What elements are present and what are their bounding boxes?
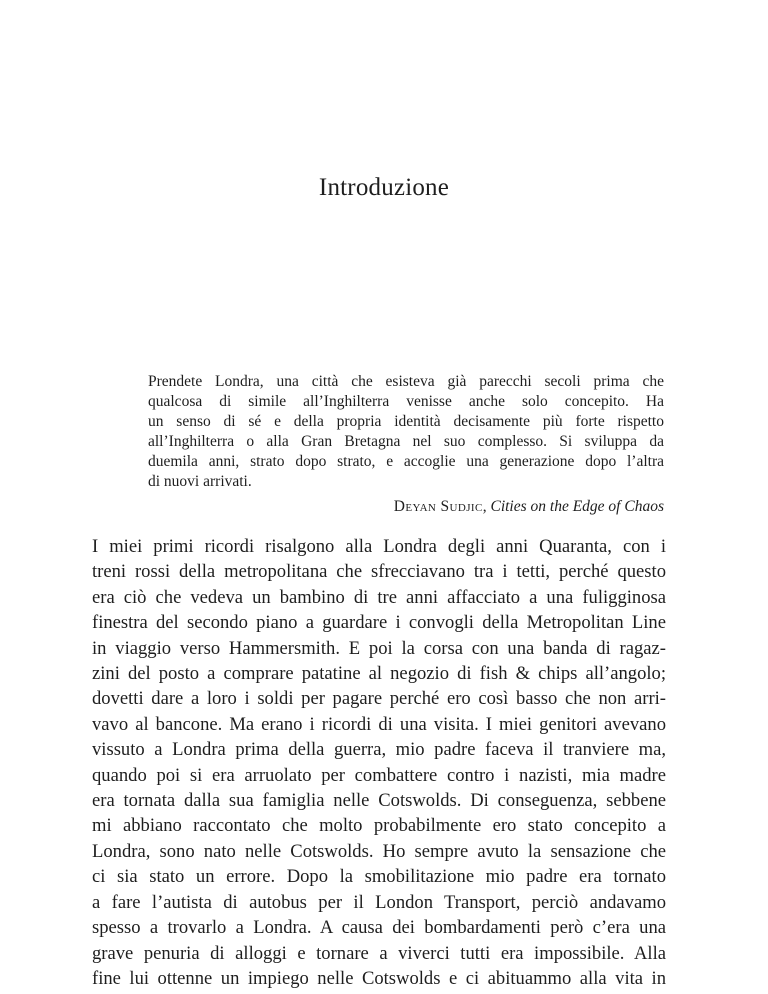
- body-line: vissuto a Londra prima della guerra, mio padre faceva il tranviere ma,: [92, 739, 666, 761]
- body-paragraph: [92, 534, 666, 991]
- chapter-title: Introduzione: [318, 174, 450, 201]
- epigraph-line: Prendete Londra, una città che esisteva già parecchi secoli prima che: [148, 373, 664, 390]
- attribution-work-title: Cities on the Edge of Chaos: [490, 498, 664, 515]
- body-line: grave penuria di alloggi e tornare a viverci tutti era impossibile. Alla: [92, 942, 666, 964]
- epigraph-line: duemila anni, strato dopo strato, e accoglie una generazione dopo l’altra: [148, 453, 664, 470]
- body-line: era tornata dalla sua famiglia nelle Cotswolds. Di conseguenza, sebbene: [92, 790, 666, 812]
- attribution-separator: ,: [482, 498, 491, 515]
- body-line: era ciò che vedeva un bambino di tre anni affacciato a una fuligginosa: [92, 586, 666, 608]
- body-line: ci sia stato un errore. Dopo la smobilitazione mio padre era tornato: [92, 866, 666, 888]
- body-line: in viaggio verso Hammersmith. E poi la corsa con una banda di ragaz-: [92, 637, 666, 659]
- epigraph-line: di nuovi arrivati.: [148, 473, 252, 490]
- body-line: Londra, sono nato nelle Cotswolds. Ho sempre avuto la sensazione che: [92, 840, 666, 862]
- body-line: vavo al bancone. Ma erano i ricordi di una visita. I miei genitori avevano: [92, 713, 666, 735]
- epigraph-attribution: [148, 497, 664, 517]
- body-line: treni rossi della metropolitana che sfrecciavano tra i tetti, perché questo: [92, 561, 666, 583]
- body-line: zini del posto a comprare patatine al negozio di fish & chips all’angolo;: [92, 663, 666, 685]
- epigraph-line: qualcosa di simile all’Inghilterra venisse anche solo concepito. Ha: [148, 393, 664, 410]
- epigraph-line: un senso di sé e della propria identità decisamente più forte rispetto: [148, 413, 664, 430]
- body-line: dovetti dare a loro i soldi per pagare perché ero così basso che non arri-: [92, 688, 666, 710]
- body-line: quando poi si era arruolato per combattere contro i nazisti, mia madre: [92, 764, 666, 786]
- body-line: a fare l’autista di autobus per il London Transport, perciò andavamo: [92, 891, 666, 913]
- body-line: spesso a trovarlo a Londra. A causa dei bombardamenti però c’era una: [92, 917, 666, 939]
- body-line: finestra del secondo piano a guardare i convogli della Metropolitan Line: [92, 612, 666, 634]
- epigraph-quote: [148, 372, 664, 492]
- body-line: mi abbiano raccontato che molto probabilmente ero stato concepito a: [92, 815, 666, 837]
- attribution-author: Deyan Sudjic: [393, 498, 483, 515]
- epigraph-line: all’Inghilterra o alla Gran Bretagna nel suo complesso. Si sviluppa da: [148, 433, 664, 450]
- body-line: fine lui ottenne un impiego nelle Cotswolds e ci abituammo alla vita in: [92, 967, 666, 989]
- body-line: I miei primi ricordi risalgono alla Londra degli anni Quaranta, con i: [92, 536, 666, 557]
